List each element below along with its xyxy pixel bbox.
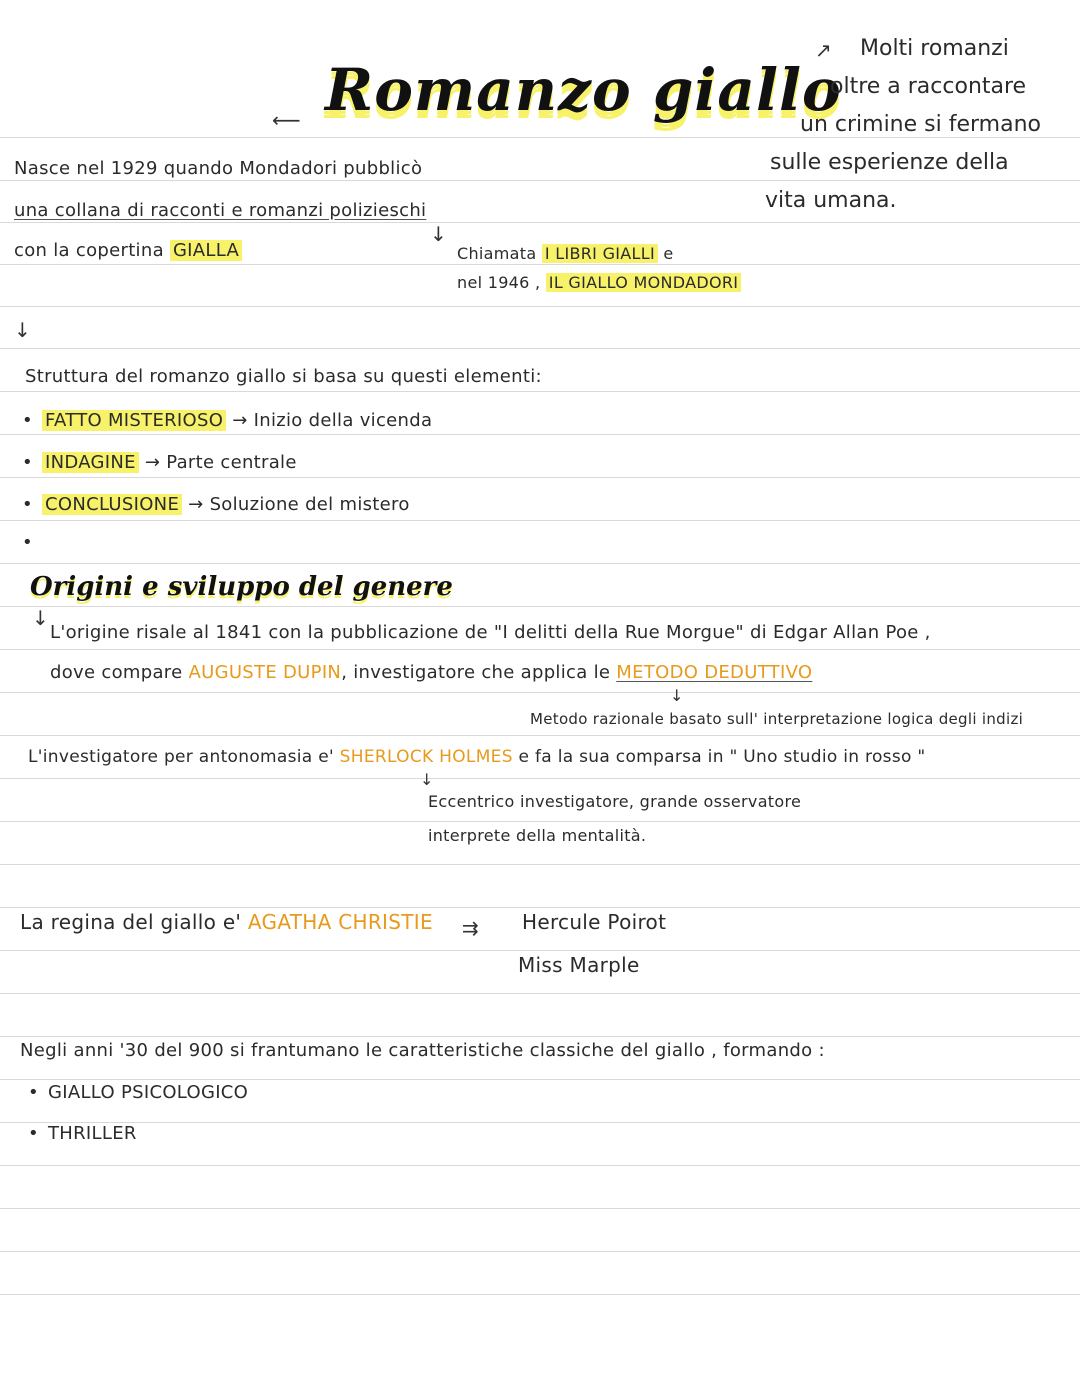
right-arrow-icon: → bbox=[144, 452, 167, 473]
method-deduttivo: METODO DEDUTTIVO bbox=[616, 662, 813, 683]
structure-item bbox=[42, 410, 432, 431]
structure-item-desc: Inizio della vicenda bbox=[253, 410, 433, 431]
character-poirot: Hercule Poirot bbox=[522, 910, 667, 934]
origins-line-3-text: L'investigatore per antonomasia e' bbox=[28, 747, 334, 767]
down-arrow-icon: ↓ bbox=[670, 686, 684, 705]
name-christie: AGATHA CHRISTIE bbox=[247, 910, 433, 934]
side-note-line: Molti romanzi bbox=[860, 36, 1009, 61]
structure-item-label: INDAGINE bbox=[42, 452, 139, 473]
origins-line-2-mid: , investigatore che applica le bbox=[341, 662, 611, 683]
page-title: Romanzo giallo bbox=[325, 56, 842, 124]
title-left-arrow-icon: ⟵ bbox=[272, 108, 301, 132]
highlight-libri-gialli: I LIBRI GIALLI bbox=[542, 244, 658, 263]
right-arrow-icon: → bbox=[188, 494, 210, 515]
holmes-description-2: interprete della mentalità. bbox=[428, 826, 647, 845]
character-marple: Miss Marple bbox=[518, 953, 640, 977]
structure-item-desc: Parte centrale bbox=[166, 452, 297, 473]
right-arrow-icon: → bbox=[232, 410, 254, 431]
origins-line-3 bbox=[28, 747, 926, 767]
bullet-icon: • bbox=[22, 452, 33, 473]
called-suffix: e bbox=[663, 244, 674, 263]
structure-item-desc: Soluzione del mistero bbox=[209, 494, 410, 515]
structure-item-label: FATTO MISTERIOSO bbox=[42, 410, 226, 431]
structure-item bbox=[42, 452, 297, 473]
intro-line-3-text: con la copertina bbox=[14, 240, 164, 261]
name-dupin: AUGUSTE DUPIN bbox=[188, 662, 342, 683]
side-note bbox=[765, 30, 1041, 220]
name-holmes: SHERLOCK HOLMES bbox=[339, 747, 513, 767]
side-note-line: un crimine si fermano bbox=[800, 112, 1041, 137]
bullet-icon: • bbox=[28, 1082, 39, 1103]
intro-line-1: Nasce nel 1929 quando Mondadori pubblicò bbox=[14, 158, 423, 179]
structure-heading: Struttura del romanzo giallo si basa su questi elementi: bbox=[25, 366, 542, 387]
branch-arrow-icon: ⇉ bbox=[462, 916, 479, 940]
highlight-gialla: GIALLA bbox=[170, 240, 242, 261]
bullet-icon: • bbox=[28, 1123, 39, 1144]
thirties-line: Negli anni '30 del 900 si frantumano le caratteristiche classiche del giallo , formando : bbox=[20, 1040, 825, 1061]
section-heading-origins: Origini e sviluppo del genere bbox=[30, 572, 453, 602]
bullet-icon: • bbox=[22, 494, 33, 515]
christie-text: La regina del giallo e' bbox=[20, 910, 242, 934]
side-note-line: sulle esperienze della bbox=[770, 150, 1009, 175]
thirties-item: THRILLER bbox=[48, 1123, 137, 1144]
intro-line-3 bbox=[14, 240, 242, 261]
christie-line bbox=[20, 910, 433, 934]
holmes-description-1: Eccentrico investigatore, grande osservatore bbox=[428, 792, 802, 811]
structure-item-label: CONCLUSIONE bbox=[42, 494, 182, 515]
thirties-item: GIALLO PSICOLOGICO bbox=[48, 1082, 249, 1103]
origins-line-2-text: dove compare bbox=[50, 662, 183, 683]
intro-line-2: una collana di racconti e romanzi polizieschi bbox=[14, 200, 427, 221]
structure-item bbox=[42, 494, 410, 515]
origins-line-2 bbox=[50, 662, 812, 683]
origins-line-1: L'origine risale al 1841 con la pubblicazione de "I delitti della Rue Morgue" di Edgar Allan Poe , bbox=[50, 622, 931, 643]
year-text: nel 1946 , bbox=[457, 273, 541, 292]
down-arrow-icon: ↓ bbox=[430, 222, 447, 246]
side-note-line: oltre a raccontare bbox=[830, 74, 1027, 99]
called-line bbox=[457, 244, 674, 263]
down-arrow-icon: ↓ bbox=[32, 606, 49, 630]
highlight-giallo-mondadori: IL GIALLO MONDADORI bbox=[546, 273, 742, 292]
bullet-icon: • bbox=[22, 532, 33, 553]
down-arrow-icon: ↓ bbox=[14, 318, 31, 342]
method-description: Metodo razionale basato sull' interpretazione logica degli indizi bbox=[530, 710, 1024, 728]
down-arrow-icon: ↓ bbox=[420, 770, 434, 789]
origins-line-3-suffix: e fa la sua comparsa in " Uno studio in rosso " bbox=[518, 747, 926, 767]
called-text: Chiamata bbox=[457, 244, 537, 263]
year-line bbox=[457, 273, 741, 292]
side-note-arrow-icon: ↗ bbox=[815, 38, 832, 62]
side-note-line: vita umana. bbox=[765, 188, 897, 213]
bullet-icon: • bbox=[22, 410, 33, 431]
